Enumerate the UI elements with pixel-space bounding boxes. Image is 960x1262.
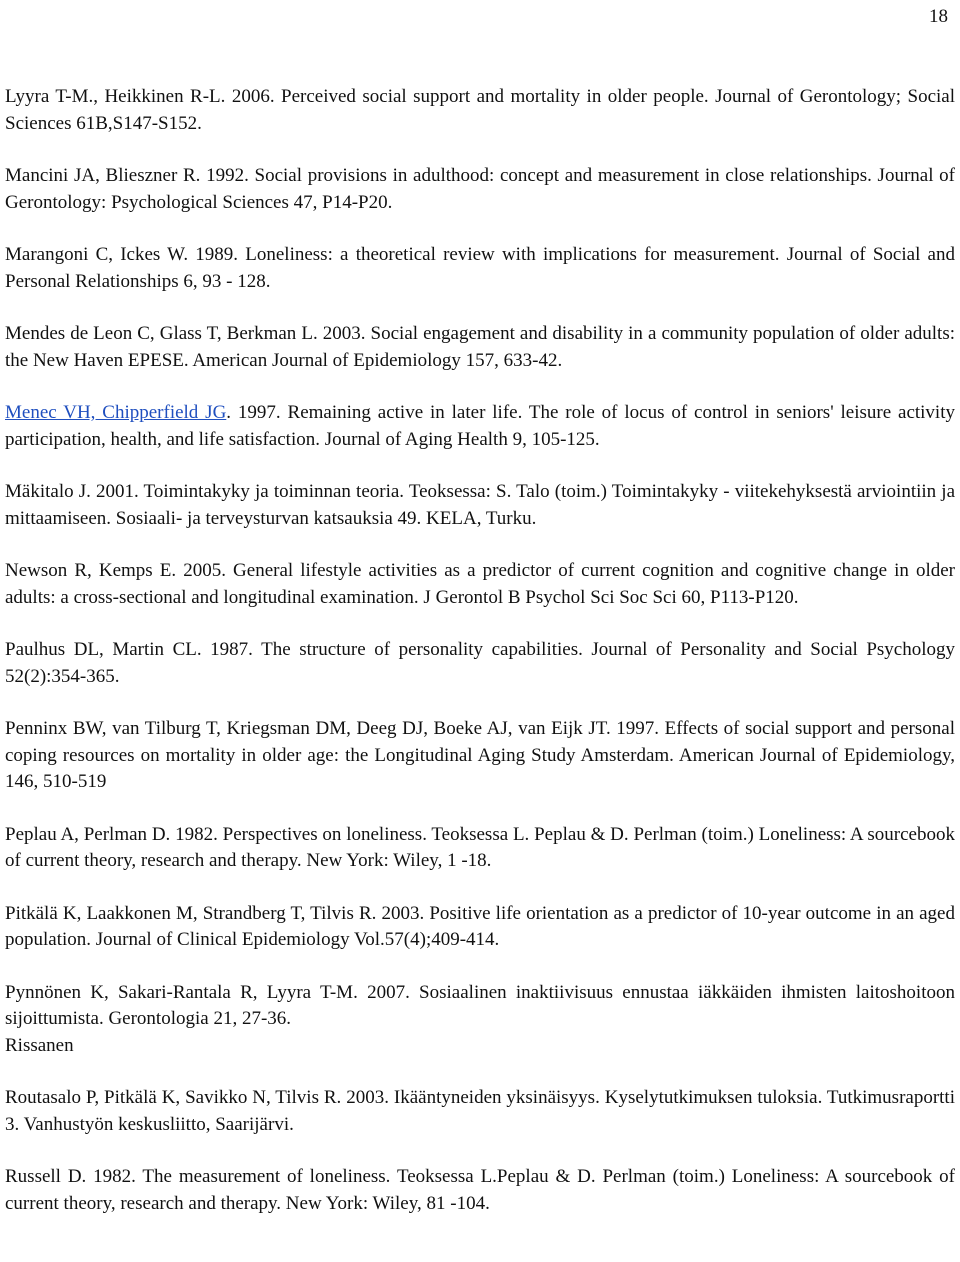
reference-item: Mendes de Leon C, Glass T, Berkman L. 2003. Social engagement and disability in a community population of older adults: the New Haven EPESE. American Journal of Epidemiology 157, 633-42. xyxy=(5,323,955,371)
reference-item: Newson R, Kemps E. 2005. General lifestyle activities as a predictor of current cognition and cognitive change in older adults: a cross-sectional and longitudinal examination. J Gerontol B Psychol Sci Soc Sci 60, P113-P120. xyxy=(5,560,955,608)
reference-text: . 1997. Remaining active in later life. The role of locus of control in seniors' leisure activity participation, health, and life satisfaction. Journal of Aging Health 9, 105-125. xyxy=(5,402,955,450)
reference-item: Routasalo P, Pitkälä K, Savikko N, Tilvis R. 2003. Ikääntyneiden yksinäisyys. Kyselytutkimuksen tuloksia. Tutkimusraportti 3. Vanhustyön keskusliitto, Saarijärvi. xyxy=(5,1087,955,1135)
reference-item: Mancini JA, Blieszner R. 1992. Social provisions in adulthood: concept and measurement in close relationships. Journal of Gerontology: Psychological Sciences 47, P14-P20. xyxy=(5,165,955,213)
page-number: 18 xyxy=(929,6,948,27)
reference-list xyxy=(5,84,955,1243)
reference-item: Peplau A, Perlman D. 1982. Perspectives on loneliness. Teoksessa L. Peplau & D. Perlman (toim.) Loneliness: A sourcebook of current theory, research and therapy. New York: Wiley, 1 -18. xyxy=(5,823,955,871)
reference-item: Paulhus DL, Martin CL. 1987. The structure of personality capabilities. Journal of Personality and Social Psychology 52(2):354-365. xyxy=(5,639,955,687)
reference-item: Russell D. 1982. The measurement of loneliness. Teoksessa L.Peplau & D. Perlman (toim.) Loneliness: A sourcebook of current theory, research and therapy. New York: Wiley, 81 -104. xyxy=(5,1166,955,1214)
reference-item: Penninx BW, van Tilburg T, Kriegsman DM, Deeg DJ, Boeke AJ, van Eijk JT. 1997. Effects of social support and personal coping resources on mortality in older age: the Longitudinal Aging Study Amsterdam. American Journal of Epidemiology, 146, 510-519 xyxy=(5,718,955,792)
reference-item: Rissanen xyxy=(5,1034,74,1056)
reference-item: Pitkälä K, Laakkonen M, Strandberg T, Tilvis R. 2003. Positive life orientation as a predictor of 10-year outcome in an aged population. Journal of Clinical Epidemiology Vol.57(4);409-414. xyxy=(5,902,955,950)
reference-item: Marangoni C, Ickes W. 1989. Loneliness: a theoretical review with implications for measurement. Journal of Social and Personal Relationships 6, 93 - 128. xyxy=(5,244,955,292)
reference-item: Mäkitalo J. 2001. Toimintakyky ja toiminnan teoria. Teoksessa: S. Talo (toim.) Toimintakyky - viitekehyksestä arviointiin ja mittaamiseen. Sosiaali- ja terveysturvan katsauksia 49. KELA, Turku. xyxy=(5,481,955,529)
author-link[interactable]: Menec VH, Chipperfield JG xyxy=(5,402,227,423)
reference-item: Lyyra T-M., Heikkinen R-L. 2006. Perceived social support and mortality in older people. Journal of Gerontology; Social Sciences 61B,S147-S152. xyxy=(5,86,955,134)
reference-item xyxy=(5,400,955,453)
reference-item: Pynnönen K, Sakari-Rantala R, Lyyra T-M. 2007. Sosiaalinen inaktiivisuus ennustaa iäkkäiden ihmisten laitoshoitoon sijoittumista. Gerontologia 21, 27-36. xyxy=(5,981,955,1029)
